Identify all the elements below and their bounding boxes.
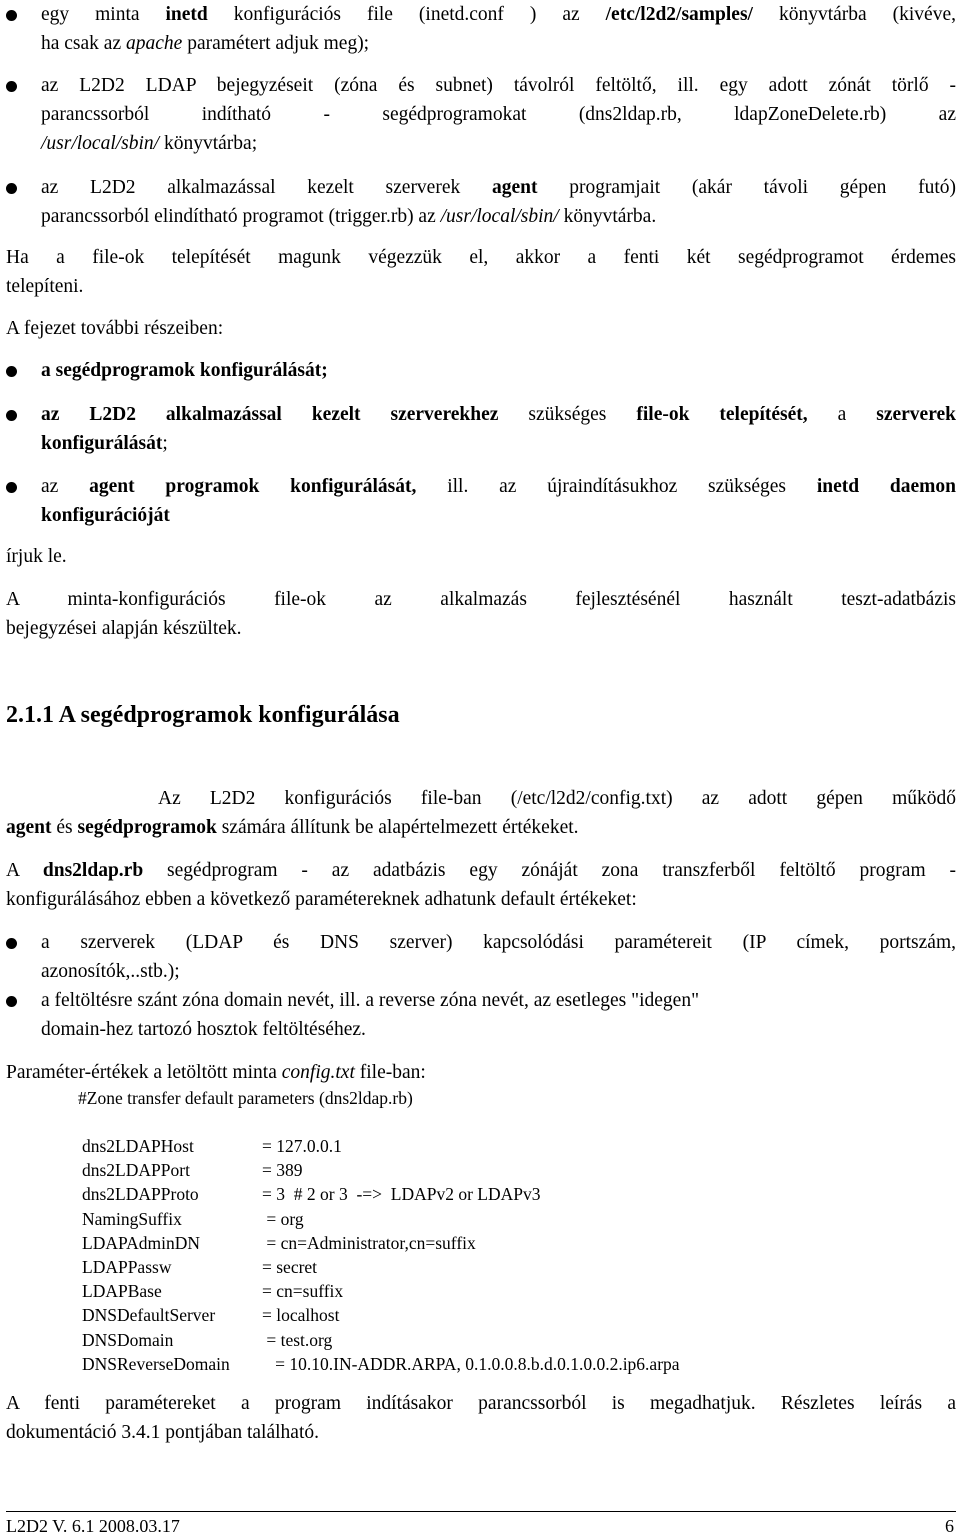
config-param-key: LDAPPassw	[82, 1257, 172, 1278]
paragraph-dns2ldap	[6, 856, 956, 914]
text-line: A minta-konfigurációs file-ok az alkalmazás fejlesztésénél használt teszt-adatbázis	[6, 589, 956, 610]
text-line: domain-hez tartozó hosztok feltöltéséhez.	[41, 1019, 366, 1040]
list-item	[41, 71, 956, 158]
config-param-key: DNSReverseDomain	[82, 1353, 230, 1374]
text-line: az agent programok konfigurálását, ill. az újraindításukhoz szükséges inetd daemon	[41, 476, 956, 497]
bullet-dot	[6, 996, 17, 1007]
config-param-value: = cn=suffix	[262, 1281, 344, 1302]
config-param-row	[82, 1207, 680, 1231]
config-param-key: DNSDefaultServer	[82, 1305, 216, 1326]
text-line: agent és segédprogramok számára állítunk be alapértelmezett értékeket.	[6, 817, 579, 838]
paragraph-chapter-intro: A fejezet további részeiben:	[6, 318, 224, 339]
list-item	[41, 173, 956, 231]
text-line: dokumentáció 3.4.1 pontjában található.	[6, 1422, 319, 1443]
config-param-key: LDAPBase	[82, 1281, 162, 1302]
config-param-row	[82, 1328, 680, 1352]
list-item	[41, 472, 956, 530]
paragraph-write: írjuk le.	[6, 546, 67, 567]
text-line: bejegyzései alapján készültek.	[6, 618, 242, 639]
text-line: konfigurálását;	[41, 433, 168, 454]
text-line: azonosítók,..stb.);	[41, 961, 180, 982]
footer-rule	[6, 1511, 956, 1512]
bullet-dot	[6, 938, 17, 949]
footer-page-number: 6	[945, 1516, 954, 1536]
paragraph-cli	[6, 1389, 956, 1447]
text-line: Paraméter-értékek a letöltött minta config.txt file-ban:	[6, 1062, 426, 1083]
code-comment: #Zone transfer default parameters (dns2ldap.rb)	[78, 1088, 413, 1108]
text-line: ha csak az apache paramétert adjuk meg);	[41, 33, 370, 54]
text-line: az L2D2 alkalmazással kezelt szerverek agent programjait (akár távoli gépen futó)	[41, 177, 956, 198]
text-line: az L2D2 alkalmazással kezelt szerverekhez szükséges file-ok telepítését, a szerverek	[41, 404, 957, 425]
config-param-key: NamingSuffix	[82, 1208, 182, 1229]
config-param-row	[82, 1352, 680, 1376]
text-line: parancssorból elindítható programot (trigger.rb) az /usr/local/sbin/ könyvtárba.	[41, 206, 657, 227]
bullet-dot	[6, 482, 17, 493]
text-line: konfigurációját	[41, 505, 170, 526]
text-line: konfigurálásához ebben a következő paramétereknek adhatunk default értékeket:	[6, 889, 637, 910]
bullet-dot	[6, 183, 17, 194]
config-param-value: = test.org	[262, 1329, 333, 1350]
config-param-row	[82, 1182, 680, 1206]
config-param-key: dns2LDAPHost	[82, 1136, 194, 1156]
config-param-key: dns2LDAPPort	[82, 1160, 190, 1181]
text-line: A dns2ldap.rb segédprogram - az adatbázis egy zónáját zona transzferből feltöltő program -	[6, 860, 956, 881]
text-line: /usr/local/sbin/ könyvtárba;	[41, 133, 258, 154]
config-param-value: = localhost	[262, 1305, 340, 1326]
config-param-value: = secret	[262, 1257, 318, 1278]
text-line: parancssorból indítható - segédprogramokat (dns2ldap.rb, ldapZoneDelete.rb) az	[41, 104, 956, 125]
text-line: egy minta inetd konfigurációs file (inetd.conf ) az /etc/l2d2/samples/ könyvtárba (kivéve,	[41, 4, 956, 25]
config-param-row	[82, 1158, 680, 1182]
text-line: Az L2D2 konfigurációs file-ban (/etc/l2d2/config.txt) az adott gépen működő	[158, 788, 956, 809]
text-line: az L2D2 LDAP bejegyzéseit (zóna és subnet) távolról feltöltő, ill. egy adott zónát törlő -	[41, 75, 956, 96]
config-param-value: = cn=Administrator,cn=suffix	[262, 1232, 476, 1253]
text-line: telepíteni.	[6, 276, 84, 297]
text-line: A fenti paramétereket a program indításakor parancssorból is megadhatjuk. Részletes leírás a	[6, 1393, 956, 1414]
bullet-dot	[6, 366, 17, 377]
list-item	[41, 986, 901, 1044]
text-line: a szerverek (LDAP és DNS szerver) kapcsolódási paramétereit (IP címek, portszám,	[41, 932, 956, 953]
text-line: a segédprogramok konfigurálását;	[41, 360, 328, 381]
bullet-dot	[6, 10, 17, 21]
config-param-key: LDAPAdminDN	[82, 1232, 200, 1253]
config-param-row	[82, 1303, 680, 1327]
paragraph-install	[6, 243, 956, 301]
text-line: Ha a file-ok telepítését magunk végezzük el, akkor a fenti két segédprogramot érdemes	[6, 247, 956, 268]
list-item	[41, 928, 956, 986]
paragraph-values	[6, 1058, 426, 1087]
config-param-value: = 127.0.0.1	[262, 1136, 342, 1156]
bullet-dot	[6, 410, 17, 421]
config-param-key: DNSDomain	[82, 1329, 174, 1350]
paragraph-sample	[6, 585, 956, 643]
bullet-dot	[6, 81, 17, 92]
section-heading: 2.1.1 A segédprogramok konfigurálása	[6, 702, 400, 728]
code-block	[82, 1134, 680, 1376]
config-param-row	[82, 1255, 680, 1279]
config-param-value: = 10.10.IN-ADDR.ARPA, 0.1.0.0.8.b.d.0.1.0.0.2.ip6.arpa	[262, 1353, 680, 1374]
list-item	[41, 0, 956, 58]
text-line: a feltöltésre szánt zóna domain nevét, ill. a reverse zóna nevét, az esetleges "idegen"	[41, 990, 700, 1011]
config-param-row	[82, 1134, 680, 1158]
config-param-value: = 389	[262, 1160, 303, 1181]
list-item	[41, 400, 956, 458]
config-param-value: = 3 # 2 or 3 -=> LDAPv2 or LDAPv3	[262, 1184, 541, 1205]
list-item	[41, 356, 956, 385]
config-param-row	[82, 1279, 680, 1303]
paragraph-config	[6, 784, 956, 842]
config-param-value: = org	[262, 1208, 304, 1229]
config-param-row	[82, 1231, 680, 1255]
footer-version: L2D2 V. 6.1 2008.03.17	[6, 1516, 180, 1536]
config-param-key: dns2LDAPProto	[82, 1184, 199, 1205]
